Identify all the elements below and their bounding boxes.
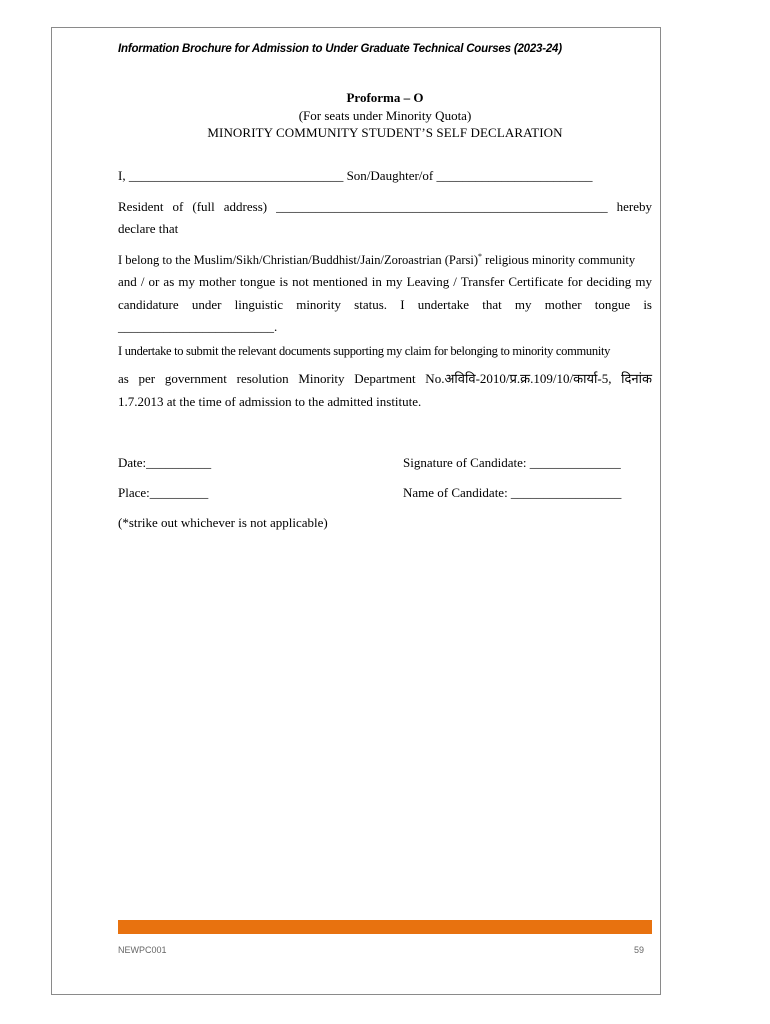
document-header: Information Brochure for Admission to Under Graduate Technical Courses (2023-24) bbox=[118, 43, 562, 55]
name-parent-line: I, _________________________________ Son/Daughter/of ________________________ bbox=[118, 168, 593, 183]
minority-community-text: I belong to the Muslim/Sikh/Christian/Buddhist/Jain/Zoroastrian (Parsi) bbox=[118, 253, 479, 268]
documents-undertaking-line: I undertake to submit the relevant documents supporting my claim for belonging to minority community bbox=[118, 344, 611, 358]
minority-community-text-end: religious minority community bbox=[482, 253, 636, 268]
signature-field: Signature of Candidate: ______________ bbox=[403, 455, 621, 470]
candidature-line: candidature under linguistic minority status. I undertake that my mother tongue is bbox=[118, 297, 652, 312]
strike-out-note: (*strike out whichever is not applicable) bbox=[118, 515, 328, 530]
mother-tongue-line: and / or as my mother tongue is not mentioned in my Leaving / Transfer Certificate for deciding my bbox=[118, 274, 652, 289]
government-resolution-line: as per government resolution Minority Department No.अविवि-2010/प्र.क्र.109/10/कार्या-5, दिनांक bbox=[118, 371, 652, 386]
candidate-name-field: Name of Candidate: _________________ bbox=[403, 485, 622, 500]
footer-document-code: NEWPC001 bbox=[118, 945, 167, 955]
asterisk-mark: * bbox=[478, 252, 483, 261]
declaration-heading: MINORITY COMMUNITY STUDENT’S SELF DECLARATION bbox=[207, 125, 563, 140]
proforma-title: Proforma – O bbox=[346, 90, 424, 105]
date-field: Date:__________ bbox=[118, 455, 212, 470]
footer-bar bbox=[118, 920, 652, 934]
proforma-subtitle: (For seats under Minority Quota) bbox=[298, 108, 472, 123]
mother-tongue-blank: ________________________. bbox=[118, 319, 278, 334]
admission-date-line: 1.7.2013 at the time of admission to the admitted institute. bbox=[118, 394, 422, 409]
place-field: Place:_________ bbox=[118, 485, 209, 500]
declare-that-line: declare that bbox=[118, 221, 179, 236]
page-number: 59 bbox=[633, 945, 644, 955]
minority-community-line bbox=[118, 252, 652, 268]
address-line: Resident of (full address) ___________________________________________________ hereby bbox=[118, 199, 652, 214]
